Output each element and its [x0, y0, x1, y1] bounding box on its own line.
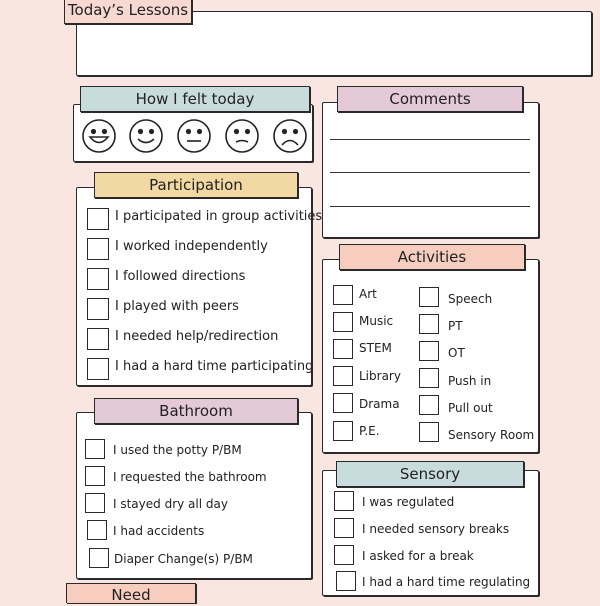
sensory-checkbox[interactable] [334, 545, 354, 565]
activity-label: Drama [359, 397, 400, 411]
activity-checkbox[interactable] [419, 341, 439, 361]
bathroom-checkbox[interactable] [87, 520, 107, 540]
comments-tab [337, 86, 523, 112]
participation-label: I played with peers [115, 299, 239, 314]
activity-label: P.E. [359, 424, 380, 438]
happy-face-icon[interactable] [130, 120, 162, 152]
activity-checkbox[interactable] [333, 421, 353, 441]
need-tab [66, 583, 196, 603]
bathroom-checkbox[interactable] [89, 548, 109, 568]
bathroom-checkbox[interactable] [85, 439, 105, 459]
activity-checkbox[interactable] [419, 287, 439, 307]
sensory-label: I was regulated [362, 495, 455, 509]
bathroom-label: I requested the bathroom [113, 470, 267, 484]
participation-label: I needed help/redirection [115, 329, 279, 344]
activity-checkbox[interactable] [419, 395, 439, 415]
participation-checkbox[interactable] [87, 298, 109, 320]
participation-checkbox[interactable] [87, 328, 109, 350]
activity-label: Music [359, 314, 394, 328]
activity-checkbox[interactable] [419, 314, 439, 334]
activity-label: Pull out [448, 401, 493, 415]
bathroom-title: Bathroom [159, 402, 233, 420]
activity-label: Library [359, 369, 401, 383]
bathroom-checkbox[interactable] [85, 466, 105, 486]
bathroom-label: Diaper Change(s) P/BM [114, 552, 253, 566]
bathroom-tab [94, 398, 298, 424]
need-title: Need [111, 586, 151, 604]
activity-label: Speech [448, 292, 493, 306]
sad-face-icon[interactable] [274, 120, 306, 152]
activity-checkbox[interactable] [419, 422, 439, 442]
comments-title: Comments [389, 90, 471, 108]
participation-checkbox[interactable] [87, 238, 109, 260]
sensory-checkbox[interactable] [334, 518, 354, 538]
participation-label: I worked independently [115, 239, 268, 254]
activity-label: STEM [359, 341, 392, 355]
activity-label: Art [359, 287, 377, 301]
sensory-tab [336, 461, 524, 487]
activity-checkbox[interactable] [333, 285, 353, 305]
todays-lessons-tab [64, 0, 192, 24]
bathroom-checkbox[interactable] [85, 493, 105, 513]
activity-label: PT [448, 319, 463, 333]
unsure-face-icon[interactable] [226, 120, 258, 152]
activity-checkbox[interactable] [333, 339, 353, 359]
participation-checkbox[interactable] [87, 268, 109, 290]
bathroom-label: I had accidents [113, 524, 205, 538]
participation-tab [94, 172, 298, 198]
participation-checkbox[interactable] [87, 208, 109, 230]
comments-line-3[interactable] [330, 206, 530, 207]
activity-checkbox[interactable] [333, 393, 353, 413]
feelings-title: How I felt today [135, 90, 255, 108]
activity-checkbox[interactable] [333, 366, 353, 386]
activity-label: Push in [448, 374, 492, 388]
feelings-tab [80, 86, 310, 112]
participation-label: I had a hard time participating [115, 359, 314, 374]
activity-label: OT [448, 346, 465, 360]
sensory-checkbox[interactable] [336, 571, 356, 591]
activity-checkbox[interactable] [333, 312, 353, 332]
sensory-label: I asked for a break [362, 549, 474, 563]
sensory-label: I had a hard time regulating [362, 575, 531, 589]
very-happy-face-icon[interactable] [83, 120, 115, 152]
comments-line-2[interactable] [330, 172, 530, 173]
activity-label: Sensory Room [448, 428, 535, 442]
feelings-faces [80, 117, 308, 157]
comments-line-1[interactable] [330, 139, 530, 140]
sensory-label: I needed sensory breaks [362, 522, 510, 536]
neutral-face-icon[interactable] [178, 120, 210, 152]
participation-label: I participated in group activities [115, 209, 323, 224]
bathroom-label: I used the potty P/BM [113, 443, 242, 457]
participation-label: I followed directions [115, 269, 246, 284]
participation-title: Participation [149, 176, 243, 194]
activities-title: Activities [397, 248, 467, 266]
comments-box [322, 102, 539, 238]
activities-tab [339, 244, 525, 270]
activity-checkbox[interactable] [419, 368, 439, 388]
sensory-title: Sensory [399, 465, 461, 483]
todays-lessons-title: Today’s Lessons [67, 1, 189, 19]
sensory-checkbox[interactable] [334, 491, 354, 511]
participation-checkbox[interactable] [87, 358, 109, 380]
bathroom-label: I stayed dry all day [113, 497, 228, 511]
